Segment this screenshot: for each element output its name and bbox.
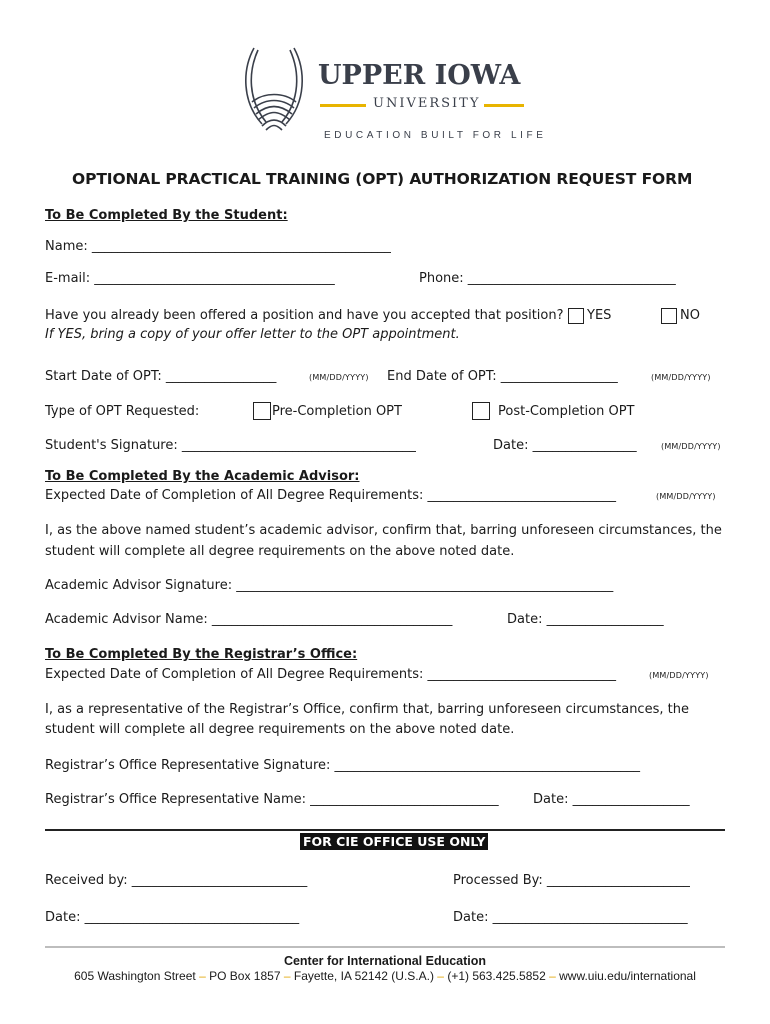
registrar-signature-field[interactable]: Registrar’s Office Representative Signature: _______________________________________________ <box>45 758 641 773</box>
logo-emblem-icon <box>240 44 308 136</box>
advisor-expected-date-field[interactable]: Expected Date of Completion of All Degree Requirements: _____________________________ <box>45 488 616 503</box>
footer-sep: – <box>549 969 556 983</box>
advisor-expected-date-format: (MM/DD/YYYY) <box>656 492 716 501</box>
footer-sep: – <box>283 969 291 983</box>
logo-line-right <box>484 104 524 107</box>
registrar-heading: To Be Completed By the Registrar’s Office: <box>45 647 358 662</box>
footer-pobox: PO Box 1857 <box>209 969 281 983</box>
footer-sep: – <box>437 969 444 983</box>
phone-field[interactable]: Phone: ________________________________ <box>419 271 676 286</box>
footer-city: Fayette, IA 52142 (U.S.A.) <box>293 969 434 983</box>
office-use-banner: FOR CIE OFFICE USE ONLY <box>300 833 488 850</box>
advisor-name-field[interactable]: Academic Advisor Name: _____________________________________ <box>45 612 453 627</box>
no-checkbox[interactable] <box>661 308 677 324</box>
footer-center-name: Center for International Education <box>283 954 487 968</box>
form-title: OPTIONAL PRACTICAL TRAINING (OPT) AUTHORIZATION REQUEST FORM <box>72 170 693 188</box>
logo-tagline: EDUCATION BUILT FOR LIFE <box>324 130 547 141</box>
registrar-expected-date-field[interactable]: Expected Date of Completion of All Degree Requirements: _____________________________ <box>45 667 616 682</box>
email-field[interactable]: E-mail: _____________________________________ <box>45 271 335 286</box>
pre-completion-checkbox[interactable] <box>253 402 271 420</box>
registrar-confirm-line1: I, as a representative of the Registrar’s Office, confirm that, barring unforeseen circumstances, the <box>45 702 689 717</box>
start-date-format: (MM/DD/YYYY) <box>309 373 369 382</box>
post-completion-label: Post-Completion OPT <box>498 404 635 419</box>
footer-divider <box>45 946 725 948</box>
student-heading: To Be Completed By the Student: <box>45 208 288 223</box>
office-date-right-field[interactable]: Date: ______________________________ <box>453 910 688 925</box>
university-logo <box>240 44 547 144</box>
yes-checkbox[interactable] <box>568 308 584 324</box>
footer-phone: (+1) 563.425.5852 <box>447 969 546 983</box>
logo-line-left <box>320 104 366 107</box>
registrar-name-field[interactable]: Registrar’s Office Representative Name: _____________________________ <box>45 792 499 807</box>
footer-street: 605 Washington Street <box>74 969 196 983</box>
footer-website-link[interactable]: www.uiu.edu/international <box>559 969 696 983</box>
student-date-field[interactable]: Date: ________________ <box>493 438 637 453</box>
end-date-format: (MM/DD/YYYY) <box>651 373 711 382</box>
registrar-date-field[interactable]: Date: __________________ <box>533 792 690 807</box>
registrar-confirm-line2: student will complete all degree requirements on the above noted date. <box>45 722 515 737</box>
advisor-signature-field[interactable]: Academic Advisor Signature: __________________________________________________________ <box>45 578 614 593</box>
footer-address <box>0 969 770 983</box>
offer-letter-note: If YES, bring a copy of your offer letter to the OPT appointment. <box>45 327 460 342</box>
no-label: NO <box>680 308 700 323</box>
logo-sub: UNIVERSITY <box>373 96 481 111</box>
pre-completion-label: Pre-Completion OPT <box>272 404 402 419</box>
registrar-expected-date-format: (MM/DD/YYYY) <box>649 671 709 680</box>
office-date-left-field[interactable]: Date: _________________________________ <box>45 910 300 925</box>
opt-type-label: Type of OPT Requested: <box>45 404 200 419</box>
student-signature-field[interactable]: Student's Signature: ____________________________________ <box>45 438 416 453</box>
logo-name: UPPER IOWA <box>318 60 521 91</box>
processed-by-field[interactable]: Processed By: ______________________ <box>453 873 690 888</box>
received-by-field[interactable]: Received by: ___________________________ <box>45 873 308 888</box>
name-field[interactable]: Name: ______________________________________________ <box>45 239 391 254</box>
post-completion-checkbox[interactable] <box>472 402 490 420</box>
advisor-confirm-line2: student will complete all degree requirements on the above noted date. <box>45 544 515 559</box>
position-question: Have you already been offered a position and have you accepted that position? <box>45 308 564 323</box>
end-date-field[interactable]: End Date of OPT: __________________ <box>387 369 618 384</box>
office-divider <box>45 829 725 831</box>
student-date-format: (MM/DD/YYYY) <box>661 442 721 451</box>
advisor-date-field[interactable]: Date: __________________ <box>507 612 664 627</box>
advisor-heading: To Be Completed By the Academic Advisor: <box>45 469 360 484</box>
start-date-field[interactable]: Start Date of OPT: _________________ <box>45 369 277 384</box>
advisor-confirm-line1: I, as the above named student’s academic advisor, confirm that, barring unforeseen circumstances, the <box>45 523 722 538</box>
footer-sep: – <box>199 969 206 983</box>
yes-label: YES <box>587 308 612 323</box>
